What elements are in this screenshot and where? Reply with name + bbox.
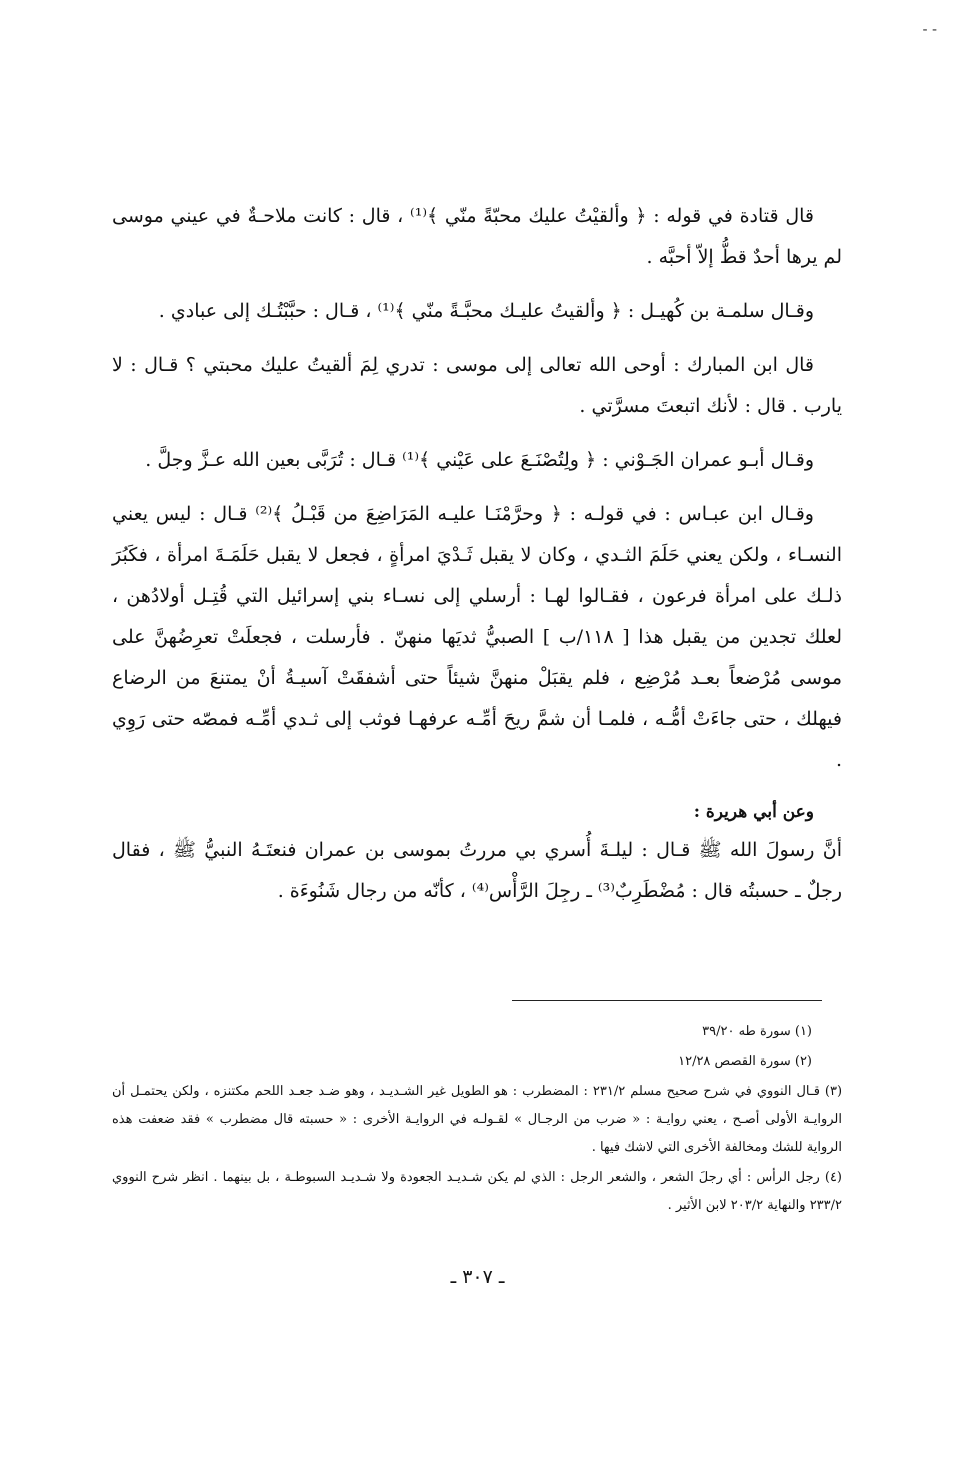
footnote-2: (٢) سورة القصص ١٢/٢٨ <box>678 1054 812 1069</box>
page-number: ـ ٣٠٧ ـ <box>450 1266 505 1288</box>
paragraph-abu-imran: وقـال أبـو عمران الجَـوْني : ﴿ ولِتُصْنَـعَ على عَيْني ﴾⁽¹⁾ قـال : تُرَبَّى بعين الله عـزَّ وجلَّ . <box>145 449 814 471</box>
footnote-3: (٣) قـال النووي في شرح صحيح مسلم ٢٣١/٢ : المضطرب : هو الطويل غير الشـديـد ، وهو ضـد جعـد اللحم مكتنزه ، ولكن يحتمـل أن الروايـة الأولى أصـح ، يعني روايـة : « ضرب من الرجـال » لقـولـه في الروايـة الأخرى : « حسبته قال مضطرب » فقد ضعفت هذه الرواية للشك ومخالفة الأخرى التي لاشك فيها . <box>112 1084 843 1155</box>
corner-mark: - - <box>922 22 937 38</box>
hadith-text: أنَّ رسولَ الله ﷺ قـال : ليلـةَ أُسري بي مررتُ بموسى بن عمران فنعتَـهُ النبيُّ ﷺ ، فقال رجلٌ ـ حسبتُه قال : مُضْطَرِبٌ⁽³⁾ ـ رجِلَ الرَّأْس⁽⁴⁾ ، كأنّه من رجال شَنُوءَة . <box>112 839 842 902</box>
footnote-4: (٤) رجل الرأس : أي رجلَ الشعر ، والشعر الرجل : الذي لم يكن شـديـد الجعودة ولا شـديـد السبوطـة ، بل بينهما . انظر شرح النووي ٢٣٣/٢ والنهاية ٢٠٣/٢ لابن الأثير . <box>112 1170 842 1213</box>
footnote-divider <box>512 1000 822 1001</box>
footnotes <box>112 1018 842 1222</box>
paragraph-ibn-mubarak: قال ابن المبارك : أوحى الله تعالى إلى موسى : تدري لِمَ ألقيتُ عليك محبتي ؟ قـال : لا يارب . قال : لأنك اتبعتَ مسرَّتي . <box>112 354 842 417</box>
main-text <box>112 196 842 912</box>
paragraph-ibn-abbas: وقـال ابن عبـاس : في قولـه : ﴿ وحرَّمْنَـا عليـه المَرَاضِعَ من قَبْـلُ ﴾⁽²⁾ قـال : ليس يعني النسـاء ، ولكن يعني حَلَمَ الثـدي ، وكان لا يقبل ثَـدْيَ امرأةٍ ، فجعل لا يقبل حَلَمَـةَ امرأة ، فكَبُرَ ذلـك على امرأة فرعون ، فقـالوا لهـا : أرسلي إلى نسـاء بني إسرائيل التي قُتِـل أولادُهن ، لعلك تجدين من يقبل هذا [ ١١٨/ب ] الصبيُّ ثديَها منهنّ . فأرسلت ، فجعلَتْ تعرِضُهنَّ على موسى مُرْضعاً بعـد مُرْضِع ، فلم يقبَلْ منهنَّ شيئاً حتى أشفقَتْ آسيـةُ أنْ يمتنعَ من الرضاع فيهلك ، حتى جاءَتْ أمُّـه ، فلمـا أن شمَّ ريحَ أمِّـه عرفهـا فوثب إلى ثـدي أمِّـه فمصّه حتى رَوِي . <box>112 503 842 771</box>
paragraph-qatada: قال قتادة في قوله : ﴿ وألقيْتُ عليك محبّةً منّي ﴾⁽¹⁾ ، قال : كانت ملاحـةٌ في عيني موسى لم يرها أحدٌ قطُّ إلاّ أحبَّه . <box>112 205 842 268</box>
footnote-1: (١) سورة طه ٣٩/٢٠ <box>702 1024 812 1039</box>
paragraph-salama: وقـال سلمـة بن كُهيـل : ﴿ وألقيتُ عليـك محبَّـةً منّي ﴾⁽¹⁾ ، قـال : حبَّبْتُـك إلى عبادي . <box>158 300 814 322</box>
hadith-heading: وعن أبي هريرة : <box>693 802 814 822</box>
